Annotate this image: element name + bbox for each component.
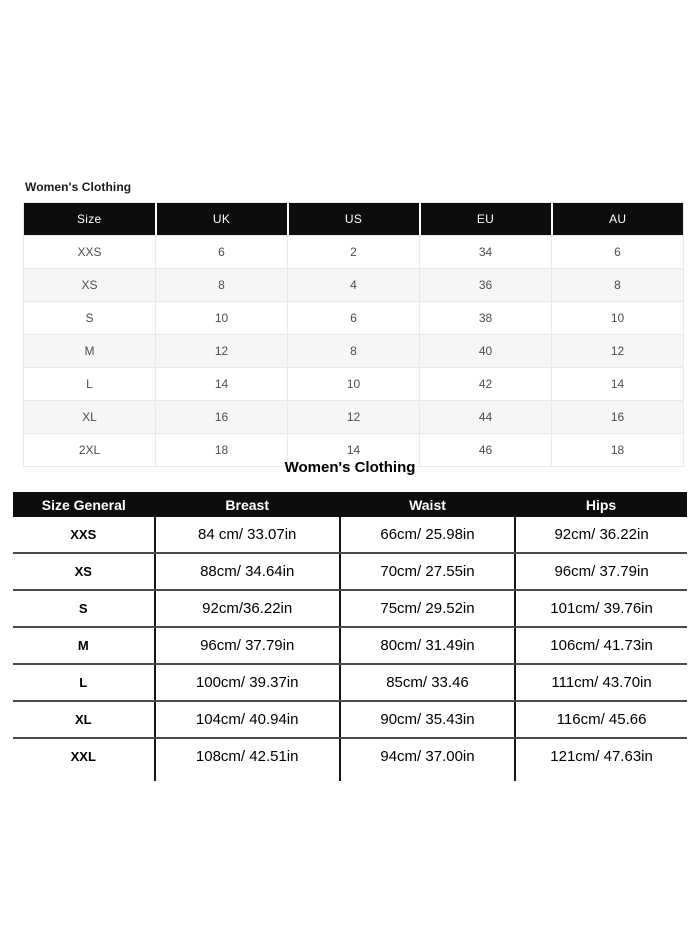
size-label-cell: XXS bbox=[24, 236, 156, 269]
value-cell: 8 bbox=[288, 335, 420, 368]
value-cell: 10 bbox=[288, 368, 420, 401]
column-header: Size General bbox=[13, 492, 155, 517]
value-cell: 84 cm/ 33.07in bbox=[155, 517, 340, 553]
divider-overhang-cell bbox=[155, 774, 340, 781]
value-cell: 8 bbox=[156, 269, 288, 302]
value-cell: 14 bbox=[156, 368, 288, 401]
value-cell: 75cm/ 29.52in bbox=[340, 590, 515, 627]
value-cell: 12 bbox=[288, 401, 420, 434]
value-cell: 38 bbox=[420, 302, 552, 335]
value-cell: 106cm/ 41.73in bbox=[515, 627, 687, 664]
value-cell: 16 bbox=[552, 401, 684, 434]
measurement-table-title: Women's Clothing bbox=[284, 459, 416, 476]
table-row bbox=[13, 664, 687, 701]
value-cell: 8 bbox=[552, 269, 684, 302]
divider-overhang-cell bbox=[515, 774, 687, 781]
value-cell: 14 bbox=[552, 368, 684, 401]
value-cell: 34 bbox=[420, 236, 552, 269]
value-cell: 40 bbox=[420, 335, 552, 368]
international-size-table-header-row bbox=[24, 203, 684, 236]
size-label-cell: M bbox=[13, 627, 155, 664]
value-cell: 96cm/ 37.79in bbox=[515, 553, 687, 590]
value-cell: 12 bbox=[552, 335, 684, 368]
divider-overhang-cell bbox=[13, 774, 155, 781]
value-cell: 4 bbox=[288, 269, 420, 302]
value-cell: 92cm/ 36.22in bbox=[515, 517, 687, 553]
column-header: Size bbox=[24, 203, 156, 236]
value-cell: 6 bbox=[156, 236, 288, 269]
table-row bbox=[13, 701, 687, 738]
table-row bbox=[24, 368, 684, 401]
column-header: UK bbox=[156, 203, 288, 236]
value-cell: 94cm/ 37.00in bbox=[340, 738, 515, 774]
divider-overhang-row bbox=[13, 774, 687, 781]
value-cell: 101cm/ 39.76in bbox=[515, 590, 687, 627]
international-size-table-title: Women's Clothing bbox=[25, 180, 132, 194]
size-label-cell: XXS bbox=[13, 517, 155, 553]
value-cell: 18 bbox=[552, 434, 684, 467]
value-cell: 85cm/ 33.46 bbox=[340, 664, 515, 701]
size-label-cell: S bbox=[13, 590, 155, 627]
table-row bbox=[13, 590, 687, 627]
value-cell: 18 bbox=[156, 434, 288, 467]
value-cell: 6 bbox=[288, 302, 420, 335]
table-row bbox=[24, 269, 684, 302]
value-cell: 2 bbox=[288, 236, 420, 269]
size-label-cell: 2XL bbox=[24, 434, 156, 467]
value-cell: 80cm/ 31.49in bbox=[340, 627, 515, 664]
value-cell: 10 bbox=[156, 302, 288, 335]
value-cell: 100cm/ 39.37in bbox=[155, 664, 340, 701]
value-cell: 70cm/ 27.55in bbox=[340, 553, 515, 590]
column-header: US bbox=[288, 203, 420, 236]
table-row bbox=[24, 335, 684, 368]
column-header: Breast bbox=[155, 492, 340, 517]
value-cell: 116cm/ 45.66 bbox=[515, 701, 687, 738]
value-cell: 10 bbox=[552, 302, 684, 335]
value-cell: 6 bbox=[552, 236, 684, 269]
table-row bbox=[13, 738, 687, 774]
table-row bbox=[24, 401, 684, 434]
value-cell: 66cm/ 25.98in bbox=[340, 517, 515, 553]
table-row bbox=[13, 517, 687, 553]
value-cell: 36 bbox=[420, 269, 552, 302]
value-cell: 111cm/ 43.70in bbox=[515, 664, 687, 701]
table-row bbox=[13, 553, 687, 590]
column-header: Hips bbox=[515, 492, 687, 517]
column-header: Waist bbox=[340, 492, 515, 517]
measurement-table bbox=[13, 492, 687, 781]
value-cell: 46 bbox=[420, 434, 552, 467]
value-cell: 12 bbox=[156, 335, 288, 368]
size-label-cell: XL bbox=[24, 401, 156, 434]
value-cell: 44 bbox=[420, 401, 552, 434]
measurement-table-header-row bbox=[13, 492, 687, 517]
size-label-cell: XL bbox=[13, 701, 155, 738]
value-cell: 16 bbox=[156, 401, 288, 434]
table-row bbox=[13, 627, 687, 664]
international-size-table bbox=[23, 202, 684, 467]
value-cell: 90cm/ 35.43in bbox=[340, 701, 515, 738]
table-row bbox=[24, 302, 684, 335]
value-cell: 14 bbox=[288, 434, 420, 467]
size-label-cell: XS bbox=[13, 553, 155, 590]
size-label-cell: M bbox=[24, 335, 156, 368]
size-label-cell: XXL bbox=[13, 738, 155, 774]
value-cell: 108cm/ 42.51in bbox=[155, 738, 340, 774]
value-cell: 121cm/ 47.63in bbox=[515, 738, 687, 774]
value-cell: 42 bbox=[420, 368, 552, 401]
table-row bbox=[24, 236, 684, 269]
size-label-cell: L bbox=[13, 664, 155, 701]
value-cell: 104cm/ 40.94in bbox=[155, 701, 340, 738]
value-cell: 96cm/ 37.79in bbox=[155, 627, 340, 664]
column-header: EU bbox=[420, 203, 552, 236]
column-header: AU bbox=[552, 203, 684, 236]
size-label-cell: S bbox=[24, 302, 156, 335]
size-label-cell: XS bbox=[24, 269, 156, 302]
size-label-cell: L bbox=[24, 368, 156, 401]
value-cell: 92cm/36.22in bbox=[155, 590, 340, 627]
value-cell: 88cm/ 34.64in bbox=[155, 553, 340, 590]
divider-overhang-cell bbox=[340, 774, 515, 781]
